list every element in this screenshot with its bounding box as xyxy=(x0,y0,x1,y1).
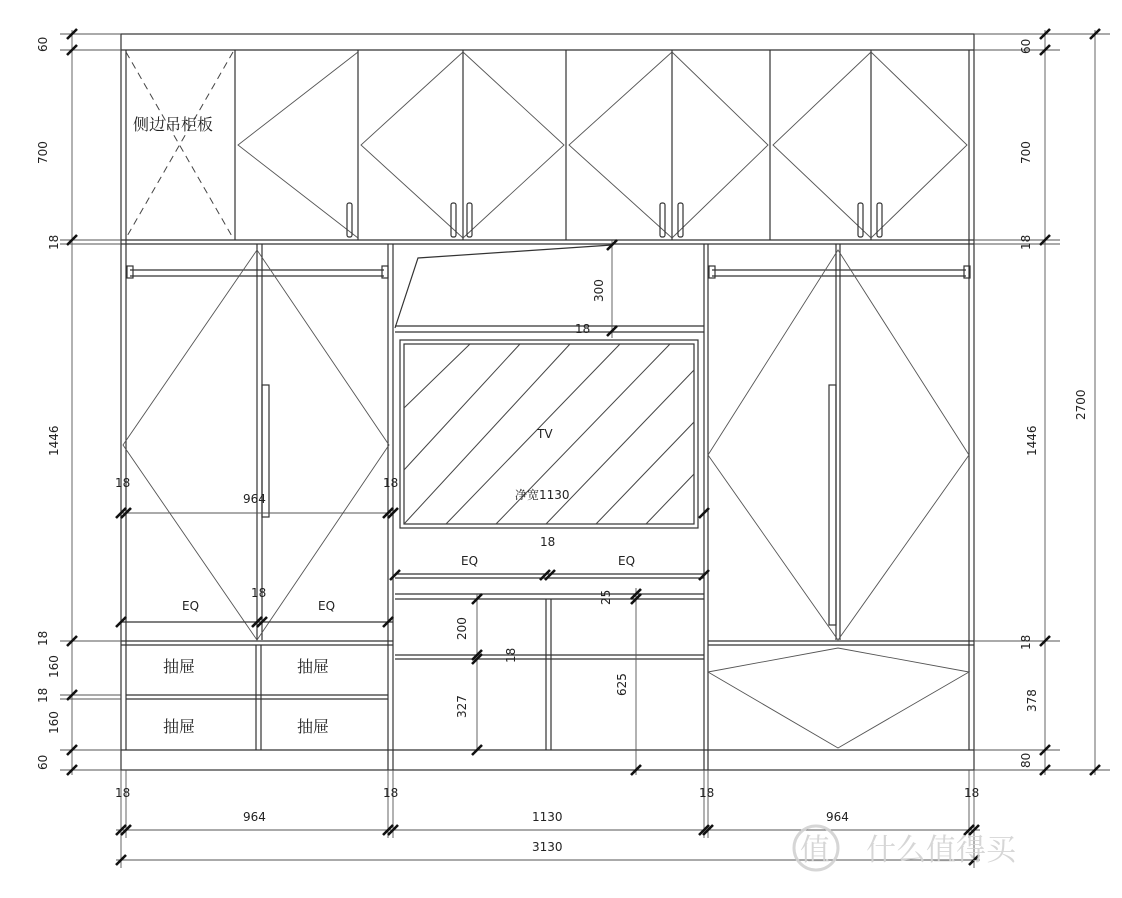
dim-right-main: 1446 xyxy=(1025,425,1039,456)
center-tv-section xyxy=(395,244,708,770)
dim-bottom-left-width: 964 xyxy=(243,810,266,824)
dim-right-upper: 700 xyxy=(1019,141,1033,164)
dim-right-18: 18 xyxy=(1019,634,1033,650)
left-wardrobe xyxy=(121,244,393,770)
drawer-label-1: 抽屉 xyxy=(163,657,196,676)
tv-label: TV xyxy=(537,427,553,441)
dim-18-top: 18 xyxy=(575,322,591,336)
dim-right-lower: 378 xyxy=(1025,689,1039,712)
dim-bottom-mid-width: 1130 xyxy=(532,810,563,824)
dim-bottom-total: 3130 xyxy=(532,840,563,854)
dim-left-main: 1446 xyxy=(47,425,61,456)
dim-mid-panel-18: 18 xyxy=(383,476,399,490)
dimension-lines xyxy=(60,29,1110,868)
dim-right-shelf: 18 xyxy=(1019,234,1033,250)
drawer-label-3: 抽屉 xyxy=(163,717,196,736)
dim-left-small-18: 18 xyxy=(251,586,267,600)
dim-bottom-right-width: 964 xyxy=(826,810,849,824)
eq-label-left-b: EQ xyxy=(318,599,336,613)
dim-left-width: 964 xyxy=(243,492,266,506)
dim-right-base: 80 xyxy=(1019,752,1033,768)
tv-net-width-label: 净宽1130 xyxy=(515,488,570,502)
dim-right-total: 2700 xyxy=(1074,389,1088,420)
watermark-mark: 值 xyxy=(800,833,830,868)
watermark xyxy=(794,826,1017,870)
dim-625: 625 xyxy=(615,673,629,696)
dim-right-top: 60 xyxy=(1019,38,1033,54)
dim-left-18a: 18 xyxy=(36,630,50,646)
dim-327: 327 xyxy=(455,695,469,718)
dim-bottom-p18-1: 18 xyxy=(115,786,131,800)
dim-bottom-p18-4: 18 xyxy=(964,786,980,800)
labels xyxy=(36,37,1088,854)
dim-left-160a: 160 xyxy=(47,655,61,678)
dim-bottom-p18-3: 18 xyxy=(699,786,715,800)
drawer-label-2: 抽屉 xyxy=(297,657,330,676)
dim-300: 300 xyxy=(592,279,606,302)
eq-label-center-a: EQ xyxy=(461,554,479,568)
dim-bottom-p18-2: 18 xyxy=(383,786,399,800)
dim-left-160b: 160 xyxy=(47,711,61,734)
watermark-text: 什么值得买 xyxy=(866,833,1016,868)
dim-25: 25 xyxy=(599,589,613,605)
dim-left-shelf: 18 xyxy=(47,234,61,250)
dim-left-base: 60 xyxy=(36,754,50,770)
dim-left-top: 60 xyxy=(36,36,50,52)
side-panel-label: 侧边吊柜板 xyxy=(133,115,214,134)
eq-label-center-b: EQ xyxy=(618,554,636,568)
dim-left-18b: 18 xyxy=(36,687,50,703)
dim-left-upper: 700 xyxy=(36,141,50,164)
dim-200: 200 xyxy=(455,617,469,640)
right-wardrobe xyxy=(708,244,974,748)
upper-cabinets xyxy=(121,50,974,244)
dim-18-v: 18 xyxy=(504,647,518,663)
dim-mid-18: 18 xyxy=(540,535,556,549)
dim-left-panel-18: 18 xyxy=(115,476,131,490)
drawer-label-4: 抽屉 xyxy=(297,717,330,736)
eq-label-left-a: EQ xyxy=(182,599,200,613)
